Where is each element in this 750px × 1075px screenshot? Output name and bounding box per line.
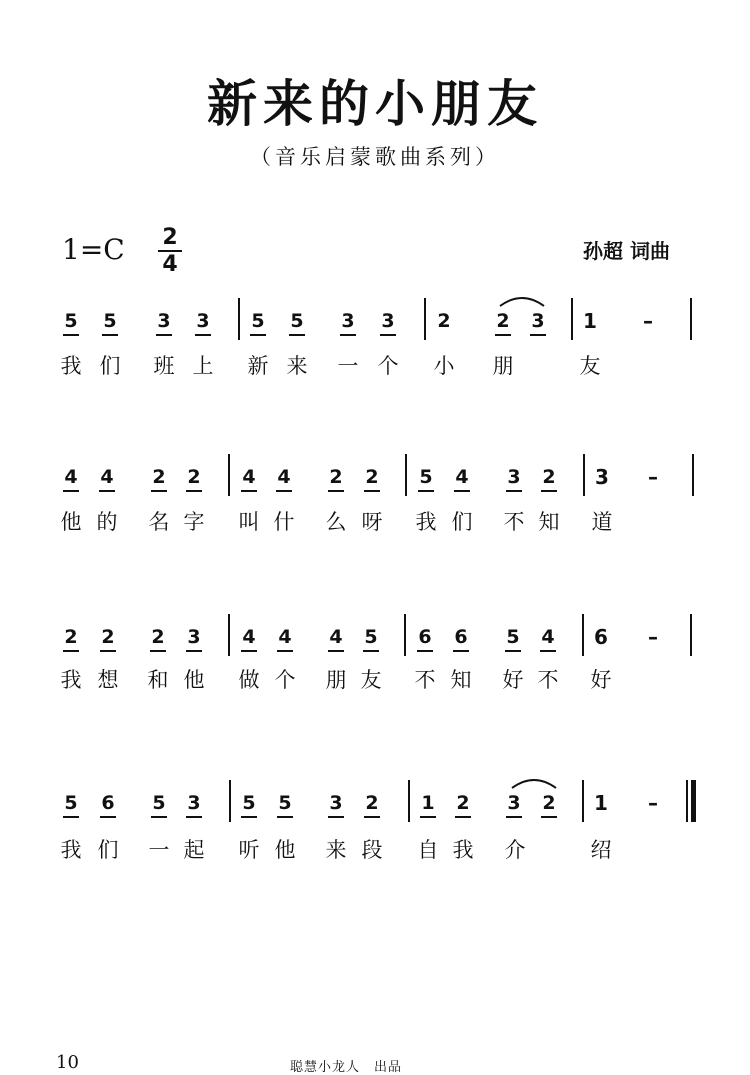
note: 2	[364, 466, 380, 492]
note: 4	[241, 626, 257, 652]
bar-line	[583, 454, 585, 496]
lyric-char: 做	[238, 668, 260, 692]
bar-line	[582, 780, 584, 822]
lyric-char: 不	[414, 668, 436, 692]
lyric-char: 班	[153, 354, 175, 378]
note: 5	[241, 792, 257, 818]
lyric-char: 介	[504, 838, 526, 862]
note: 1	[583, 309, 597, 333]
bar-line	[238, 298, 240, 340]
lyric-char: 上	[192, 354, 214, 378]
bar-line	[571, 298, 573, 340]
time-signature	[158, 226, 182, 276]
song-subtitle: （音乐启蒙歌曲系列）	[250, 145, 500, 169]
lyric-char: 什	[273, 510, 295, 534]
bar-line	[408, 780, 410, 822]
note: 4	[328, 626, 344, 652]
lyric-char: 知	[538, 510, 560, 534]
lyric-char: 叫	[238, 510, 260, 534]
note: 2	[63, 626, 79, 652]
lyric-char: 他	[274, 838, 296, 862]
lyric-char: 他	[60, 510, 82, 534]
lyric-char: 听	[238, 838, 260, 862]
bar-line	[582, 614, 584, 656]
note: 5	[63, 792, 79, 818]
note: 2	[186, 466, 202, 492]
sustain-dash: –	[643, 309, 653, 333]
note: 6	[417, 626, 433, 652]
note: 3	[506, 466, 522, 492]
lyric-char: 新	[247, 354, 269, 378]
note: 5	[250, 310, 266, 336]
lyric-char: 朋	[325, 668, 347, 692]
lyric-char: 么	[325, 510, 347, 534]
lyric-char: 一	[337, 354, 359, 378]
author-credit: 孙超 词曲	[583, 239, 670, 263]
note: 3	[380, 310, 396, 336]
song-title: 新来的小朋友	[207, 75, 543, 133]
note: 4	[454, 466, 470, 492]
note: 5	[418, 466, 434, 492]
lyric-char: 朋	[492, 354, 514, 378]
note: 2	[541, 466, 557, 492]
lyric-char: 们	[99, 354, 121, 378]
page-number: 10	[56, 1052, 79, 1073]
note: 2	[455, 792, 471, 818]
note: 3	[530, 310, 546, 336]
note: 4	[276, 466, 292, 492]
lyric-char: 个	[274, 668, 296, 692]
bar-line	[690, 614, 692, 656]
lyric-char: 好	[590, 668, 612, 692]
lyric-char: 来	[286, 354, 308, 378]
note: 4	[99, 466, 115, 492]
note: 4	[63, 466, 79, 492]
lyric-char: 的	[96, 510, 118, 534]
lyric-char: 不	[503, 510, 525, 534]
note: 3	[186, 626, 202, 652]
lyric-char: 我	[60, 838, 82, 862]
note: 2	[437, 310, 451, 332]
lyric-char: 他	[183, 668, 205, 692]
note: 2	[328, 466, 344, 492]
lyric-char: 绍	[590, 838, 612, 862]
lyric-char: 们	[451, 510, 473, 534]
lyric-char: 我	[415, 510, 437, 534]
note: 4	[277, 626, 293, 652]
lyric-char: 道	[591, 510, 613, 534]
note: 3	[340, 310, 356, 336]
lyric-char: 不	[537, 668, 559, 692]
note: 3	[156, 310, 172, 336]
bar-line	[229, 780, 231, 822]
lyric-char: 我	[60, 354, 82, 378]
lyric-char: 起	[183, 838, 205, 862]
lyric-char: 个	[377, 354, 399, 378]
note: 5	[63, 310, 79, 336]
note: 6	[100, 792, 116, 818]
note: 3	[595, 465, 609, 489]
lyric-char: 友	[579, 354, 601, 378]
time-signature-bottom: 4	[162, 252, 178, 277]
note: 6	[453, 626, 469, 652]
note: 5	[363, 626, 379, 652]
final-bar-line-thick	[691, 780, 696, 822]
slur-mark	[510, 776, 558, 790]
lyric-char: 我	[452, 838, 474, 862]
note: 1	[420, 792, 436, 818]
publisher-credit: 聪慧小龙人 出品	[290, 1060, 403, 1075]
lyric-char: 好	[502, 668, 524, 692]
lyric-char: 段	[361, 838, 383, 862]
bar-line	[424, 298, 426, 340]
note: 5	[102, 310, 118, 336]
note: 2	[541, 792, 557, 818]
note: 4	[540, 626, 556, 652]
note: 6	[594, 625, 608, 649]
time-signature-top: 2	[162, 225, 178, 250]
lyric-char: 名	[148, 510, 170, 534]
lyric-char: 知	[450, 668, 472, 692]
lyric-char: 和	[147, 668, 169, 692]
note: 2	[100, 626, 116, 652]
bar-line	[228, 454, 230, 496]
note: 5	[505, 626, 521, 652]
note: 5	[151, 792, 167, 818]
key-signature: 1=C	[62, 233, 125, 266]
lyric-char: 们	[97, 838, 119, 862]
bar-line	[692, 454, 694, 496]
note: 3	[186, 792, 202, 818]
lyric-char: 我	[60, 668, 82, 692]
note: 2	[150, 626, 166, 652]
note: 3	[506, 792, 522, 818]
note: 2	[364, 792, 380, 818]
note: 5	[277, 792, 293, 818]
note: 2	[495, 310, 511, 336]
final-bar-line	[686, 780, 688, 822]
note: 3	[328, 792, 344, 818]
note: 2	[151, 466, 167, 492]
note: 5	[289, 310, 305, 336]
sustain-dash: –	[648, 791, 658, 815]
lyric-char: 一	[148, 838, 170, 862]
bar-line	[228, 614, 230, 656]
bar-line	[404, 614, 406, 656]
lyric-char: 友	[360, 668, 382, 692]
slur-mark	[498, 294, 546, 308]
sustain-dash: –	[648, 625, 658, 649]
note: 4	[241, 466, 257, 492]
sustain-dash: –	[648, 465, 658, 489]
lyric-char: 呀	[361, 510, 383, 534]
bar-line	[690, 298, 692, 340]
lyric-char: 自	[417, 838, 439, 862]
lyric-char: 来	[325, 838, 347, 862]
note: 3	[195, 310, 211, 336]
lyric-char: 字	[183, 510, 205, 534]
lyric-char: 小	[433, 354, 455, 378]
note: 1	[594, 791, 608, 815]
lyric-char: 想	[97, 668, 119, 692]
bar-line	[405, 454, 407, 496]
